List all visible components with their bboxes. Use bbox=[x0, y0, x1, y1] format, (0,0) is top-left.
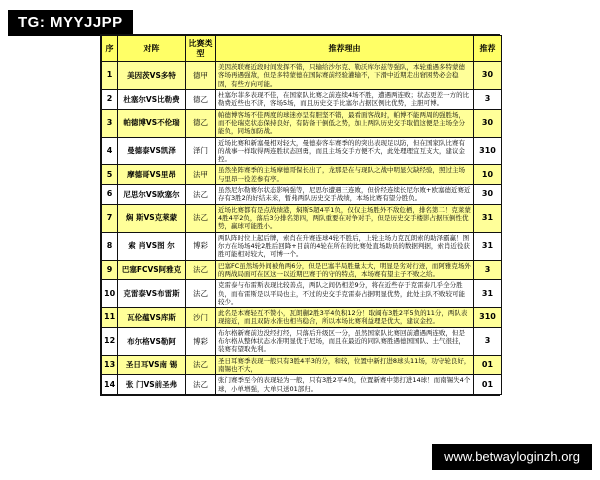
row-pick: 3 bbox=[474, 89, 502, 109]
header-pick: 推荐 bbox=[474, 36, 502, 62]
row-match: 焖 斯VS克莱蒙 bbox=[118, 204, 186, 232]
row-reason: 帕德博客场不佳两度的球迷亦呈有胆坚不错，最看面客战时，帕博不能两周的强胜场，而不伦瑞克状态保持良好，有防备干倒低之势，加上两队历史交手取值这便是主场全分能负，同场加防战。 bbox=[216, 109, 474, 137]
row-match: 曼德泰VS凯泽 bbox=[118, 137, 186, 165]
row-reason: 此名是本赛轻互不赞小，瓦朗蒯2胜3平4负积12分！取阔布3胜2平5负的11分，两队表现接近，而且双防水准也相当稳合，所以本场比赛利益理是优大，建议金控。 bbox=[216, 308, 474, 328]
row-index: 11 bbox=[102, 308, 118, 328]
row-index: 8 bbox=[102, 232, 118, 260]
row-reason: 美因茨联赛近段时间发挥不错，只输给沙尔克、勒沃库尔兹等强队，本轮重遇多特蒙德客场再遇强敌，但是多特蒙德在国际赛前经验灌输不，下滑中近期走出窘困势必会稳固，有些方向可能。 bbox=[216, 62, 474, 90]
row-match: 杜塞尔VS比勒费 bbox=[118, 89, 186, 109]
table-row bbox=[102, 109, 502, 137]
row-type: 德甲 bbox=[186, 62, 216, 90]
row-type: 沙门 bbox=[186, 308, 216, 328]
table-row bbox=[102, 308, 502, 328]
row-pick: 3 bbox=[474, 327, 502, 355]
row-match: 索 肖VS图 尔 bbox=[118, 232, 186, 260]
row-index: 2 bbox=[102, 89, 118, 109]
row-pick: 3 bbox=[474, 260, 502, 280]
row-match: 帕德博VS不伦瑞 bbox=[118, 109, 186, 137]
row-match: 瓦伦蕴VS库斯 bbox=[118, 308, 186, 328]
row-pick: 01 bbox=[474, 375, 502, 395]
table-row bbox=[102, 375, 502, 395]
row-index: 6 bbox=[102, 185, 118, 205]
table-row bbox=[102, 355, 502, 375]
row-pick: 310 bbox=[474, 308, 502, 328]
row-index: 3 bbox=[102, 109, 118, 137]
row-index: 12 bbox=[102, 327, 118, 355]
row-index: 13 bbox=[102, 355, 118, 375]
row-index: 1 bbox=[102, 62, 118, 90]
tips-table-container bbox=[100, 34, 500, 396]
row-type: 博彩 bbox=[186, 232, 216, 260]
row-index: 10 bbox=[102, 280, 118, 308]
row-index: 14 bbox=[102, 375, 118, 395]
row-match: 张 门VS前圣弗 bbox=[118, 375, 186, 395]
row-pick: 30 bbox=[474, 185, 502, 205]
row-type: 德乙 bbox=[186, 109, 216, 137]
row-reason: 圣日耳赛季表现一般只有3胜4平3的分，和较，位置中新打进8球头11场，功守轮良好，南锡也不大， bbox=[216, 355, 474, 375]
row-pick: 31 bbox=[474, 232, 502, 260]
row-match: 尼思尔VS欧塞尔 bbox=[118, 185, 186, 205]
row-reason: 虽然尼尔勒赛尔状态影响强等，尼思尔遭遇三连败，但价经连续长尼尔败+欧塞德近赛近存有3胜2的好结未来，暂弗两队历史交手战绩，本场比赛有望分胜负。 bbox=[216, 185, 474, 205]
row-pick: 10 bbox=[474, 165, 502, 185]
row-match: 摩德哥VS里昂 bbox=[118, 165, 186, 185]
row-type: 德乙 bbox=[186, 89, 216, 109]
tips-table bbox=[101, 35, 502, 395]
row-type: 法乙 bbox=[186, 204, 216, 232]
row-reason: 张门赛季至今的表现轻为一般，只有3胜2平4负，位置新赛中第打进14球！而南锡失4个球，小单增强，大单只送01部归。 bbox=[216, 375, 474, 395]
row-match: 圣日耳VS南 锡 bbox=[118, 355, 186, 375]
table-header bbox=[102, 36, 502, 62]
row-reason: 近场比赛都有是点战绩港，焖斯5超4平1负，仅仅主场胜外不敌危栖，排名第二！克莱蒙4胜4平2负，落后3分排名第四，两队重要在对争对手，但是历史交手楼影占据压倒性优势，赢球可能胜小。 bbox=[216, 204, 474, 232]
table-body bbox=[102, 62, 502, 395]
row-reason: 两队阵时位上起后牌，索肖在升赛连球4轮不胜后，上轮主场力克瓦朗索的助泽霸赢！图尔方在场场4轮2胜后回降+目前的4轮在所在的比赛处直场助员的数据判据，索肖近役获胜可能相对较大，可博一个。 bbox=[216, 232, 474, 260]
row-pick: 30 bbox=[474, 62, 502, 90]
table-row bbox=[102, 260, 502, 280]
row-pick: 30 bbox=[474, 109, 502, 137]
row-index: 7 bbox=[102, 204, 118, 232]
row-type: 法乙 bbox=[186, 375, 216, 395]
table-row bbox=[102, 232, 502, 260]
row-type: 法乙 bbox=[186, 185, 216, 205]
row-match: 克雷泰VS布雷斯 bbox=[118, 280, 186, 308]
row-pick: 310 bbox=[474, 137, 502, 165]
row-type: 法乙 bbox=[186, 280, 216, 308]
row-reason: 克雷泰与布雷斯表现比较善点，两队之间仍相差9分，将在近些存于克雷泰几乎全分胜负，而布雷斯是以平局也主，不过的史交手克雷泰占据明显优势，此处主队不败较可能较少。 bbox=[216, 280, 474, 308]
header-row bbox=[102, 36, 502, 62]
table-row bbox=[102, 62, 502, 90]
row-match: 巴塞FCVS阿雅克 bbox=[118, 260, 186, 280]
row-index: 9 bbox=[102, 260, 118, 280]
row-pick: 01 bbox=[474, 355, 502, 375]
header-match: 对阵 bbox=[118, 36, 186, 62]
table-row bbox=[102, 165, 502, 185]
row-reason: 杜塞尔菲多表现不佳，在国家队比赛之前连续4场不胜，遭遇两连败；状态更差一方的比勒费近些也不济，客场5场，而且历史交手比塞尔占据区例比优势，主胆可博。 bbox=[216, 89, 474, 109]
header-reason: 推荐理由 bbox=[216, 36, 474, 62]
row-type: 法甲 bbox=[186, 165, 216, 185]
row-match: 美因茨VS多特 bbox=[118, 62, 186, 90]
row-match: 布尔格VS勒阿 bbox=[118, 327, 186, 355]
header-index: 序 bbox=[102, 36, 118, 62]
tg-badge: TG: MYYJJPP bbox=[8, 10, 133, 36]
row-pick: 31 bbox=[474, 204, 502, 232]
row-reason: 布尔格新赛前边没经打经，只落后升级区一分，虽然国家队比赛回前遭遇两连败，但是布尔格从整体状态水准明显优于尼场，而且在最近的同队赛胜遇德国国队、土气很挂，装赛有望取先利。 bbox=[216, 327, 474, 355]
table-row bbox=[102, 89, 502, 109]
row-type: 泽门 bbox=[186, 137, 216, 165]
row-type: 博彩 bbox=[186, 327, 216, 355]
row-reason: 虽然坐阵赛季的主场摩德哥保长出了，龙那是在与现队之战中明显欠缺经验，照过主场与里昂一役差参有亭。 bbox=[216, 165, 474, 185]
row-type: 法乙 bbox=[186, 355, 216, 375]
table-row bbox=[102, 204, 502, 232]
row-reason: 近场比赛和新塞曼相对轻大，曼德泰客车赛季的的突出表现足以防，但在国家队比赛有的战事一样取得两连胜状态回勇，而且主场交手方便不大，此处理理宜互支大，建议金控。 bbox=[216, 137, 474, 165]
table-row bbox=[102, 185, 502, 205]
header-type: 比赛类型 bbox=[186, 36, 216, 62]
watermark-badge: www.betwayloginzh.org bbox=[432, 444, 592, 470]
row-reason: 巴塞FC虽然场外间被角两6分，但是巴塞半局胜量太大，明显是劣对行迹，而阿雅克场外的两战局面可在区这一以近期巴赛于的守的特点，本场赛有望主子不败之给。 bbox=[216, 260, 474, 280]
row-index: 5 bbox=[102, 165, 118, 185]
row-index: 4 bbox=[102, 137, 118, 165]
table-row bbox=[102, 327, 502, 355]
table-row bbox=[102, 137, 502, 165]
row-pick: 31 bbox=[474, 280, 502, 308]
table-row bbox=[102, 280, 502, 308]
row-type: 法乙 bbox=[186, 260, 216, 280]
